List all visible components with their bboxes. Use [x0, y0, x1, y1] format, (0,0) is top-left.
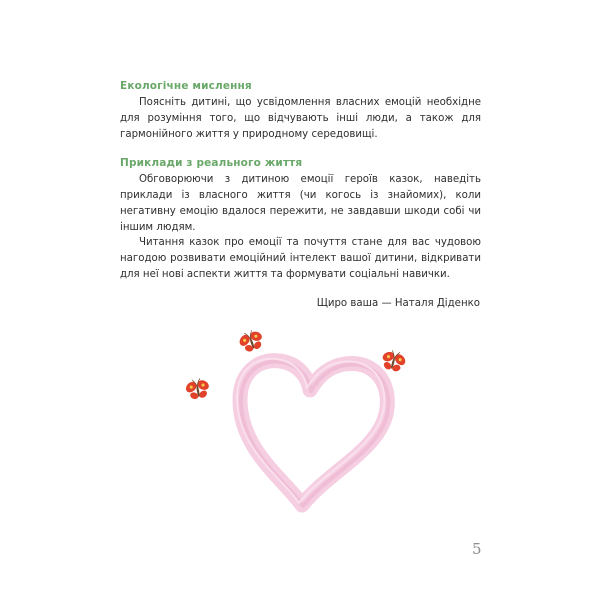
butterfly-icon	[183, 377, 213, 402]
page-number: 5	[472, 540, 482, 558]
author-signature: Щиро ваша — Наталя Діденко	[316, 298, 480, 309]
paragraph-ecological-thinking: Поясніть дитині, що усвідомлення власних емоцій необхідне для розуміння того, що відчувають інші люди, а також для гармонійного життя у природному середовищі.	[120, 97, 481, 140]
heart-icon	[237, 359, 388, 506]
paragraph-real-life-examples: Обговорюючи з дитиною емоції героїв казок, наведіть приклади із власного життя (чи когось із знайомих), коли негативну емоцію вдалося пережити, не завдавши шкоди собі чи іншим людям.	[120, 174, 481, 233]
section-heading-ecological-thinking: Екологічне мислення	[120, 80, 252, 92]
paragraph-closing: Читання казок про емоції та почуття стане для вас чудовою нагодою розвивати емоційний інтелект вашої дитини, відкривати для неї нові аспекти життя та формувати соціальні навички.	[120, 237, 481, 280]
butterfly-icon	[235, 327, 268, 356]
section-heading-real-life-examples: Приклади з реального життя	[120, 157, 303, 169]
